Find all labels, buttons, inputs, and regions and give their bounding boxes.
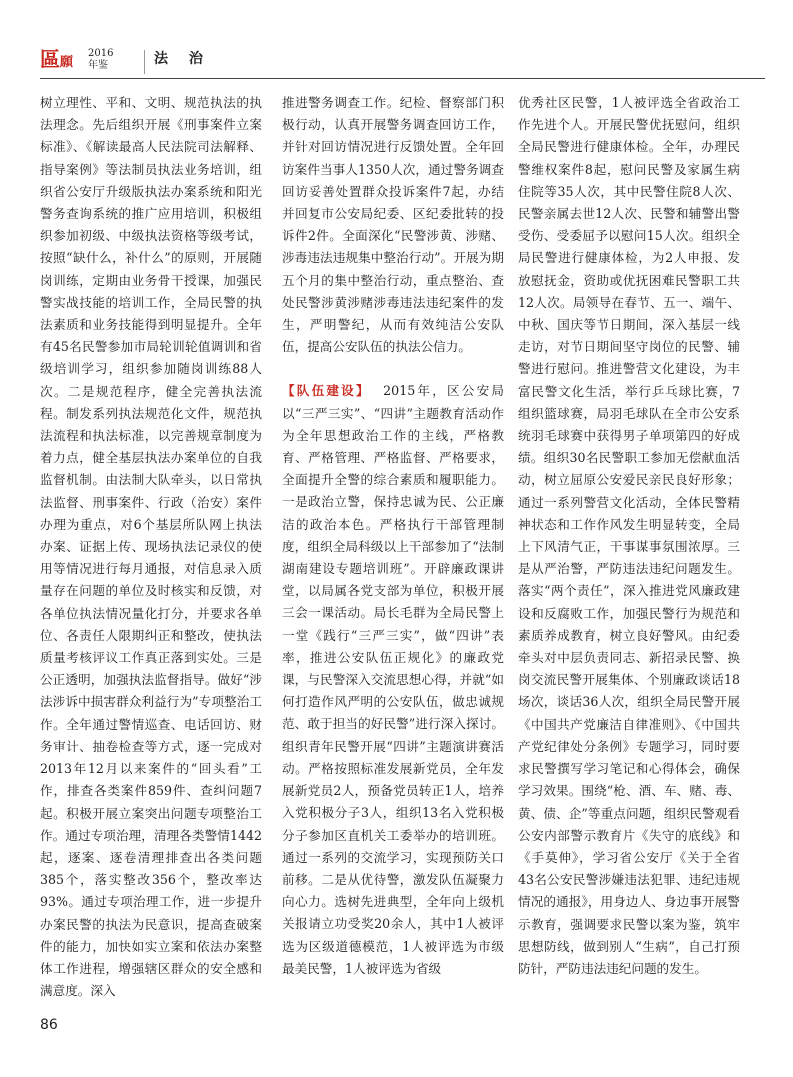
yearbook-logo (40, 44, 73, 78)
year-text: 2016 (88, 48, 114, 59)
yearbook-year (88, 48, 113, 72)
paragraph: 推进警务调查工作。纪检、督察部门积极行动，认真开展警务调查回访工作，并针对回访情况进行反馈处置。全年回访案件当事人1350人次，通过警务调查回访妥善处置群众投诉案件7起，办结并回复市公安局纪委、区纪委批转的投诉件2件。全面深化“民警涉黄、涉赌、涉毒违法违规集中整治行动”。开展为期五个月的集中整治行动，重点整治、查处民警涉黄涉赌涉毒违法违纪案件的发生，严明警纪，从而有效纯洁公安队伍，提高公安队伍的执法公信力。 (282, 95, 504, 355)
text-column-3 (518, 92, 740, 980)
paragraph-text: 2015年，区公安局以“三严三实”、“四讲”主题教育活动作为全年思想政治工作的主线，严格教育、严格管理、严格监督、严格要求，全面提升全警的综合素质和履职能力。一是政治立警，保持忠诚为民、公正廉洁的政治本色。严格执行干部管理制度，组织全局科级以上干部参加了“法制湖南建设专题培训班”。开辟廉政课讲堂，以局属各党支部为单位，积极开展三会一课活动。局长毛群为全局民警上一堂《践行“三严三实”，做“四讲”表率，推进公安队伍正规化》的廉政党课，与民警深入交流思想心得，并就“如何打造作风严明的公安队伍，做忠诚规范、敢于担当的好民警”进行深入探讨。组织青年民警开展“四讲”主题演讲赛活动。严格按照标准发展新党员，全年发展新党员2人，预备党员转正1人，培养入党积极分子3人，组织13名入党积极分子参加区直机关工委举办的培训班。通过一系列的交流学习，实现预防关口前移。二是从优待警，激发队伍凝聚力向心力。选树先进典型，全年向上级机关报请立功受奖20余人，其中1人被评选为区级道德模范，1人被评选为市级最美民警，1人被评选为省级 (282, 383, 504, 976)
logo-sub-glyph: 願 (60, 55, 74, 70)
paragraph (282, 380, 504, 979)
header-rule (40, 78, 765, 79)
header-divider (144, 50, 145, 74)
paragraph: 树立理性、平和、文明、规范执法的执法理念。先后组织开展《刑事案件立案标准》、《解读最高人民法院司法解释、指导案例》等法制员执法业务培训，组织省公安厅升级版执法办案系统和阳光警务查询系统的推广应用培训，积极组织参加初级、中级执法资格等级考试，按照“缺什么，补什么”的原则，开展随岗训练，定期由业务骨干授课，加强民警实战技能的培训工作，全局民警的执法素质和业务技能得到明显提升。全年有45名民警参加市局轮训轮值调训和省级培训学习，组织参加随岗训练88人次。二是规范程序，健全完善执法流程。制发系列执法规范化文件，规范执法流程和执法标准，以完善规章制度为着力点，健全基层执法办案单位的自我监督机制。由法制大队牵头，以日常执法监督、刑事案件、行政（治安）案件办理为重点，对6个基层所队网上执法办案、证据上传、现场执法记录仪的使用等情况进行每月通报，对信息录入质量存在问题的单位及时核实和反馈，对各单位执法情况量化打分，并要求各单位、各责任人限期纠正和整改，使执法质量考核评议工作真正落到实处。三是公正透明，加强执法监督指导。做好“涉法涉诉中损害群众利益行为”专项整治工作。全年通过警情巡查、电话回访、财务审计、抽卷检查等方式，逐一完成对2013年12月以来案件的“回头看”工作，排查各类案件859件、查纠问题7起。积极开展立案突出问题专项整治工作。通过专项治理，清理各类警情1442起，逐案、逐卷清理排查出各类问题385个，落实整改356个，整改率达93%。通过专项治理工作，进一步提升办案民警的执法为民意识，提高查破案件的能力，加快如实立案和依法办案整体工作进程，增强辖区群众的安全感和满意度。深入 (40, 95, 262, 999)
paragraph: 优秀社区民警，1人被评选全省政治工作先进个人。开展民警优抚慰问，组织全局民警进行健康体检。全年，办理民警维权案件8起，慰问民警及家属生病住院等35人次，其中民警住院8人次、民警亲属去世12人次、民警和辅警出警受伤、受委屈予以慰问15人次。组织全局民警进行健康体检，为2人申报、发放慰抚金，资助或优抚困难民警职工共12人次。局领导在春节、五一、端午、中秋、国庆等节日期间，深入基层一线走访，对节日期间坚守岗位的民警、辅警进行慰问。推进警营文化建设，为丰富民警文化生活，举行乒乓球比赛，7组织篮球赛，局羽毛球队在全市公安系统羽毛球赛中获得男子单项第四的好成绩。组织30名民警职工参加无偿献血活动，树立屈原公安爱民亲民良好形象；通过一系列警营文化活动，全体民警精神状态和工作作风发生明显转变，全局上下风清气正，干事谋事氛围浓厚。三是从严治警，严防违法违纪问题发生。落实“两个责任”，深入推进党风廉政建设和反腐败工作，加强民警行为规范和素质养成教育，树立良好警风。由纪委牵头对中层负责同志、新招录民警、换岗交流民警开展集体、个别廉政谈话18场次，谈话36人次，组织全局民警开展《中国共产党廉洁自律准则》、《中国共产党纪律处分条例》专题学习，同时要求民警撰写学习笔记和心得体会，确保学习效果。围绕“枪、酒、车、赌、毒、黄、债、企”等重点问题，组织民警观看公安内部警示教育片《失守的底线》和《手莫伸》，学习省公安厅《关于全省43名公安民警涉嫌违法犯罪、违纪违规情况的通报》，用身边人、身边事开展警示教育，强调要求民警以案为鉴，筑牢思想防线，做到别人“生病”，自己打预防针，严防违法违纪问题的发生。 (518, 95, 740, 976)
yearbook-label: 年鉴 (88, 60, 108, 71)
section-tag-team-building: 【队伍建设】 (282, 383, 371, 399)
section-title: 法 治 (154, 51, 211, 67)
text-column-2 (282, 92, 504, 980)
logo-main-glyph: 區 (40, 47, 60, 71)
page-header (40, 44, 765, 82)
text-column-1 (40, 92, 262, 1002)
page-number: 86 (40, 1017, 58, 1033)
